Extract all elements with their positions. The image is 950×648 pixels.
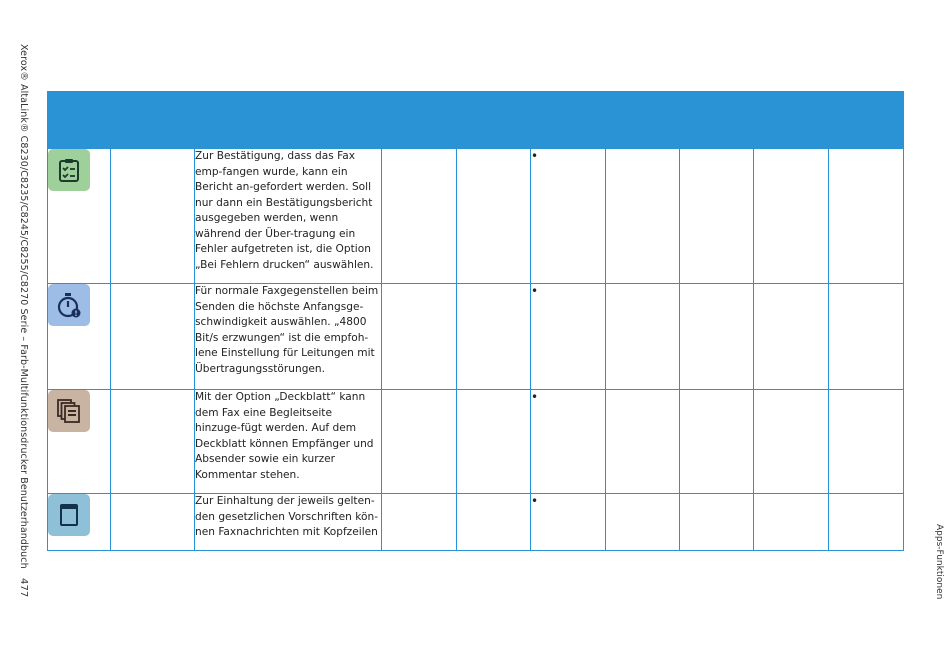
empty-cell — [829, 494, 904, 551]
empty-cell — [457, 149, 531, 284]
empty-cell — [382, 284, 457, 390]
description-cell: Für normale Faxgegenstellen beim Senden die höchste Anfangsge-schwindigkeit auswählen. „4800 Bit/s erzwungen“ ist die empfoh-lene Einstellung für Leitungen mit Übertragungsstörungen. — [195, 284, 382, 390]
header-cell — [382, 92, 457, 149]
features-table — [47, 91, 904, 551]
header-cell — [531, 92, 606, 149]
section-title: Apps-Funktionen — [934, 524, 944, 600]
icon-cell — [48, 390, 111, 494]
description-cell: Zur Bestätigung, dass das Fax emp-fangen wurde, kann ein Bericht an-gefordert werden. Soll nur dann ein Bestätigungsbericht ausgegeben werden, wenn während der Über-tragung ein Fehler aufgetreten ist, die Option „Bei Fehlern drucken“ auswählen. — [195, 149, 382, 284]
icon-cell — [48, 494, 111, 551]
empty-cell — [829, 149, 904, 284]
empty-cell — [680, 494, 754, 551]
empty-cell — [606, 149, 680, 284]
description-cell: Mit der Option „Deckblatt“ kann dem Fax eine Begleitseite hinzuge-fügt werden. Auf dem Deckblatt können Empfänger und Absender sowie ein kurzer Kommentar stehen. — [195, 390, 382, 494]
header-cell — [829, 92, 904, 149]
header-cell — [754, 92, 829, 149]
table-row — [48, 284, 904, 390]
empty-cell — [457, 284, 531, 390]
availability-mark: • — [531, 149, 606, 284]
icon-cell — [48, 149, 111, 284]
table-header-row — [48, 92, 904, 149]
empty-cell — [754, 390, 829, 494]
empty-cell — [754, 494, 829, 551]
empty-cell — [680, 284, 754, 390]
document-title: Xerox® AltaLink® C8230/C8235/C8245/C8255/C8270 Serie – Farb-Multifunktionsdrucker Benutzerhandbuch — [18, 44, 29, 569]
confirmation-report-icon — [48, 149, 90, 191]
empty-cell — [382, 494, 457, 551]
empty-cell — [606, 284, 680, 390]
icon-cell — [48, 284, 111, 390]
empty-cell — [606, 494, 680, 551]
cover-sheet-icon — [48, 390, 90, 432]
empty-cell — [829, 284, 904, 390]
empty-cell — [111, 390, 195, 494]
empty-cell — [754, 149, 829, 284]
header-cell — [48, 92, 111, 149]
table-row — [48, 494, 904, 551]
empty-cell — [680, 390, 754, 494]
empty-cell — [382, 149, 457, 284]
description-cell: Zur Einhaltung der jeweils gelten-den gesetzlichen Vorschriften kön-nen Faxnachrichten mit Kopfzeilen — [195, 494, 382, 551]
header-cell — [606, 92, 680, 149]
availability-mark: • — [531, 494, 606, 551]
empty-cell — [680, 149, 754, 284]
empty-cell — [754, 284, 829, 390]
empty-cell — [111, 494, 195, 551]
empty-cell — [829, 390, 904, 494]
table-row — [48, 390, 904, 494]
header-cell — [195, 92, 382, 149]
empty-cell — [457, 494, 531, 551]
empty-cell — [382, 390, 457, 494]
page-number: 477 — [18, 578, 29, 598]
availability-mark: • — [531, 390, 606, 494]
header-cell — [457, 92, 531, 149]
table-row — [48, 149, 904, 284]
start-speed-timer-icon — [48, 284, 90, 326]
empty-cell — [606, 390, 680, 494]
empty-cell — [457, 390, 531, 494]
header-cell — [111, 92, 195, 149]
empty-cell — [111, 149, 195, 284]
empty-cell — [111, 284, 195, 390]
availability-mark: • — [531, 284, 606, 390]
header-cell — [680, 92, 754, 149]
header-text-icon — [48, 494, 90, 536]
